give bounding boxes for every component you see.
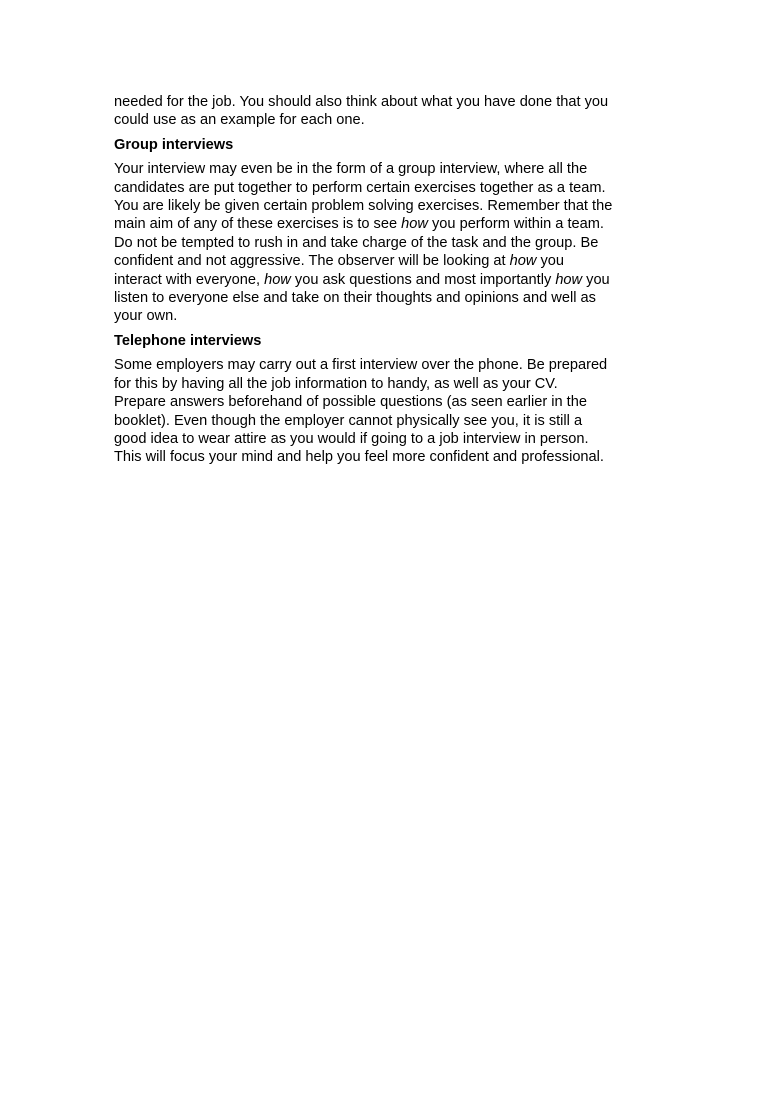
text-run: you (536, 253, 564, 270)
telephone-line: for this by having all the job information to handy, as well as your CV. (114, 375, 558, 392)
group-interviews-paragraph (114, 160, 674, 326)
emphasis-how: how (264, 271, 291, 288)
text-run: confident and not aggressive. The observer will be looking at (114, 253, 510, 270)
group-line (114, 215, 674, 233)
text-run: you perform within a team. (427, 216, 604, 233)
telephone-interviews-heading: Telephone interviews (114, 332, 262, 349)
text-run: you (582, 271, 610, 288)
emphasis-how: how (401, 216, 428, 233)
telephone-line: booklet). Even though the employer cannot physically see you, it is still a (114, 412, 583, 429)
group-line (114, 271, 674, 289)
group-line: You are likely be given certain problem solving exercises. Remember that the (114, 198, 613, 215)
group-interviews-heading: Group interviews (114, 136, 234, 153)
group-line (114, 252, 674, 270)
telephone-line: This will focus your mind and help you feel more confident and professional. (114, 449, 604, 466)
emphasis-how: how (555, 271, 583, 288)
telephone-line: good idea to wear attire as you would if going to a job interview in person. (114, 430, 589, 447)
text-run: you ask questions and most importantly (290, 271, 556, 288)
text-run: main aim of any of these exercises is to see (114, 216, 402, 233)
group-line: candidates are put together to perform certain exercises together as a team. (114, 179, 606, 196)
text-run: interact with everyone, (114, 271, 265, 288)
telephone-line: Prepare answers beforehand of possible questions (as seen earlier in the (114, 394, 587, 411)
intro-line: needed for the job. You should also think about what you have done that you (114, 94, 609, 110)
emphasis-how: how (509, 253, 537, 270)
telephone-line: Some employers may carry out a first interview over the phone. Be prepared (114, 357, 608, 374)
document-page (114, 93, 674, 467)
group-line: Your interview may even be in the form of a group interview, where all the (114, 161, 588, 178)
group-line: your own. (114, 308, 178, 325)
group-line: listen to everyone else and take on their thoughts and opinions and well as (114, 290, 596, 307)
intro-line: could use as an example for each one. (114, 112, 365, 129)
intro-paragraph (114, 93, 674, 130)
telephone-interviews-paragraph (114, 356, 674, 466)
group-line: Do not be tempted to rush in and take charge of the task and the group. Be (114, 234, 599, 251)
